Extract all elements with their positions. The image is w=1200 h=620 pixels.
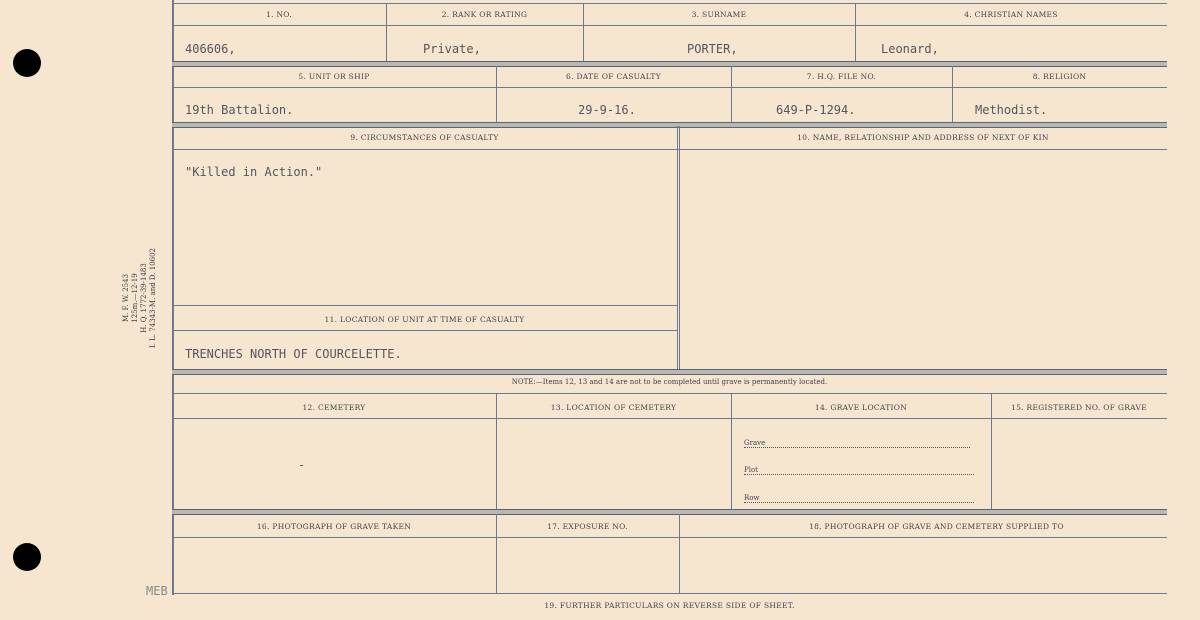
header-rank: 2. RANK OR RATING xyxy=(441,10,528,19)
form-code-line: 125m.—12-19 xyxy=(131,273,139,323)
christian-names: Leonard, xyxy=(881,42,939,56)
form-code-line: H. Q. 1772-39-1483 xyxy=(140,263,148,333)
form-code xyxy=(122,228,158,368)
file-no: 649-P-1294. xyxy=(776,103,856,117)
rule xyxy=(172,537,1167,538)
rule xyxy=(172,418,1167,419)
form-code-line: I. L. 74343-M. and D. 10602 xyxy=(149,247,157,349)
header-location: 11. LOCATION OF UNIT AT TIME OF CASUALTY xyxy=(324,315,525,324)
header-cemetery: 12. CEMETERY xyxy=(302,403,366,412)
header-religion: 8. RELIGION xyxy=(1032,72,1087,81)
rule xyxy=(172,3,1167,4)
header-unit: 5. UNIT OR SHIP xyxy=(298,72,370,81)
unit: 19th Battalion. xyxy=(185,103,294,117)
form-code-line: M. F. W. 2543 xyxy=(122,273,130,323)
surname: PORTER, xyxy=(687,42,738,56)
header-circumstances: 9. CIRCUMSTANCES OF CASUALTY xyxy=(350,133,499,142)
header-next-of-kin: 10. NAME, RELATIONSHIP AND ADDRESS OF NEXT OF KIN xyxy=(797,133,1049,142)
header-cemetery-location: 13. LOCATION OF CEMETERY xyxy=(550,403,677,412)
rule xyxy=(172,25,1167,26)
footer: 19. FURTHER PARTICULARS ON REVERSE SIDE OF SHEET. xyxy=(544,601,795,610)
double-rule xyxy=(172,122,1167,128)
grave-field: Grave xyxy=(744,439,970,448)
header-surname: 3. SURNAME xyxy=(691,10,747,19)
frame-left xyxy=(172,0,174,595)
header-registered-no: 15. REGISTERED NO. OF GRAVE xyxy=(1011,403,1147,412)
rule xyxy=(172,149,1167,150)
double-rule xyxy=(172,509,1167,515)
rule xyxy=(172,305,677,306)
stamp: MEB xyxy=(146,584,168,598)
divider xyxy=(677,126,678,369)
header-date: 6. DATE OF CASUALTY xyxy=(566,72,661,81)
religion: Methodist. xyxy=(975,103,1048,117)
punch-hole xyxy=(13,49,41,77)
header-grave-location: 14. GRAVE LOCATION xyxy=(814,403,908,412)
header-file-no: 7. H.Q. FILE NO. xyxy=(806,72,877,81)
double-rule xyxy=(172,369,1167,375)
rule xyxy=(172,330,677,331)
header-exposure-no: 17. EXPOSURE NO. xyxy=(547,522,628,531)
header-photo-taken: 16. PHOTOGRAPH OF GRAVE TAKEN xyxy=(256,522,412,531)
rank: Private, xyxy=(423,42,481,56)
rule xyxy=(172,87,1167,88)
divider xyxy=(679,126,680,369)
plot-field: Plot xyxy=(744,466,974,475)
location-value: TRENCHES NORTH OF COURCELETTE. xyxy=(185,347,402,361)
service-number: 406606, xyxy=(185,42,236,56)
header-christian-names: 4. CHRISTIAN NAMES xyxy=(964,10,1058,19)
cemetery-value: - xyxy=(298,458,306,472)
punch-hole xyxy=(13,543,41,571)
note: NOTE:—Items 12, 13 and 14 are not to be completed until grave is permanently located. xyxy=(511,378,828,386)
double-rule xyxy=(172,61,1167,67)
row-field: Row xyxy=(744,494,974,503)
rule xyxy=(172,393,1167,394)
circumstances-value: "Killed in Action." xyxy=(185,165,323,179)
header-photo-supplied: 18. PHOTOGRAPH OF GRAVE AND CEMETERY SUPPLIED TO xyxy=(809,522,1064,531)
rule xyxy=(172,593,1167,594)
date-of-casualty: 29-9-16. xyxy=(578,103,636,117)
header-no: 1. NO. xyxy=(266,10,292,19)
